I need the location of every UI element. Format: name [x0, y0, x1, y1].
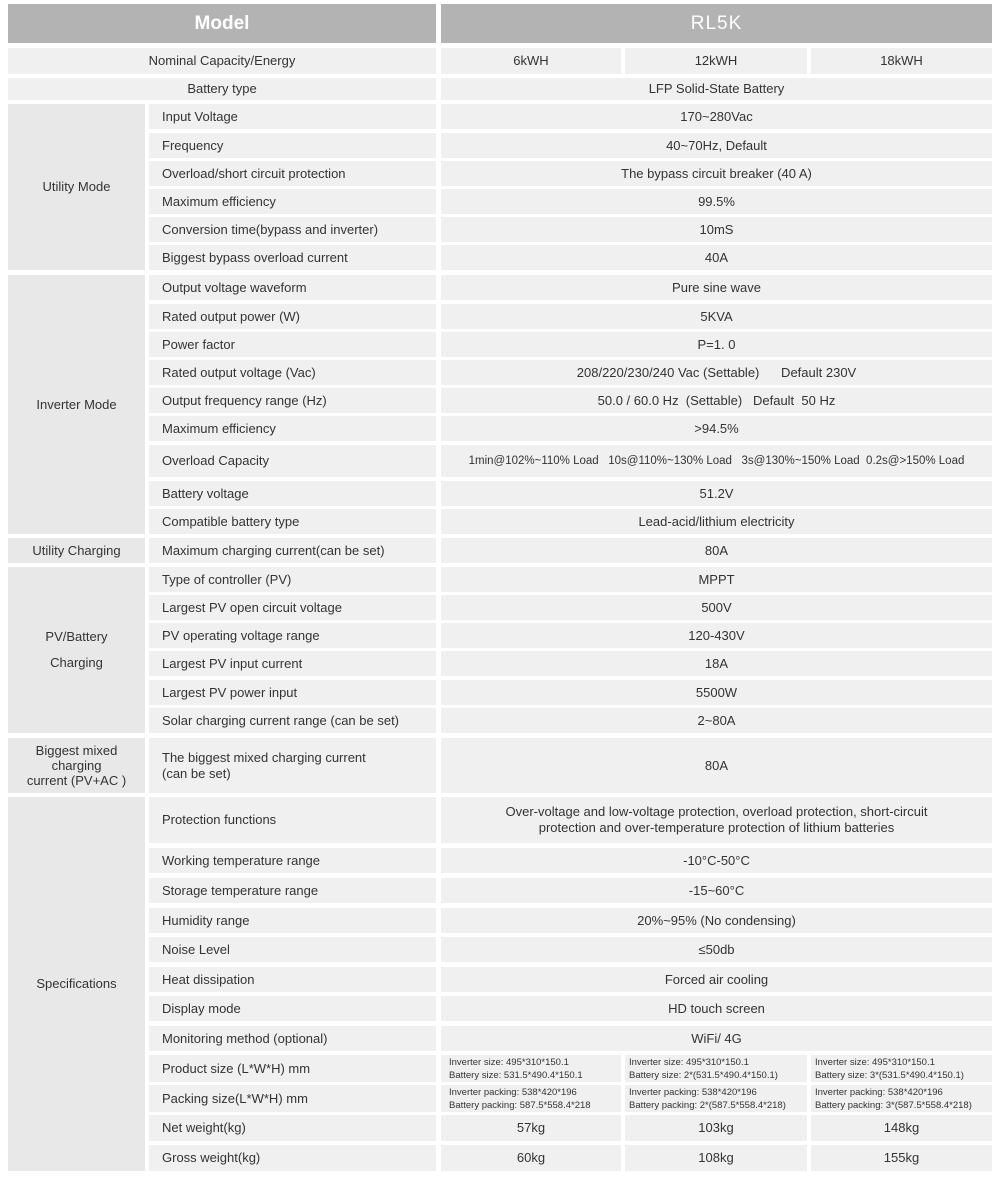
packing-size-12kwh	[625, 1085, 807, 1112]
size-line: Inverter packing: 538*420*196	[629, 1086, 757, 1098]
row-label: Compatible battery type	[149, 509, 436, 534]
row-label: Maximum efficiency	[149, 189, 436, 214]
size-line: Inverter size: 495*310*150.1	[449, 1056, 569, 1068]
row-label: Monitoring method (optional)	[149, 1026, 436, 1051]
net-weight-12kwh: 103kg	[625, 1115, 807, 1141]
row-value: 208/220/230/240 Vac (Settable) Default 230V	[441, 360, 992, 385]
row-value: 10mS	[441, 217, 992, 242]
row-label: Storage temperature range	[149, 878, 436, 903]
size-line: Battery size: 3*(531.5*490.4*150.1)	[815, 1069, 964, 1081]
row-label: Type of controller (PV)	[149, 567, 436, 592]
row-value: HD touch screen	[441, 996, 992, 1021]
row-label: PV operating voltage range	[149, 623, 436, 648]
size-line: Battery packing: 587.5*558.4*218	[449, 1099, 591, 1111]
protection-functions-value	[441, 797, 992, 843]
row-label: Noise Level	[149, 937, 436, 962]
row-value: The bypass circuit breaker (40 A)	[441, 161, 992, 186]
product-size-12kwh	[625, 1055, 807, 1082]
battery-type-label: Battery type	[8, 78, 436, 100]
model-header-label: Model	[8, 4, 436, 43]
row-label: Working temperature range	[149, 848, 436, 873]
row-label: Humidity range	[149, 908, 436, 933]
capacity-6kwh: 6kWH	[441, 48, 621, 74]
net-weight-6kwh: 57kg	[441, 1115, 621, 1141]
mixed-charging-label	[149, 738, 436, 793]
row-label: Output voltage waveform	[149, 275, 436, 300]
row-label: Maximum charging current(can be set)	[149, 538, 436, 563]
protection-functions-label: Protection functions	[149, 797, 436, 843]
group-line: current (PV+AC )	[26, 773, 127, 788]
product-size-18kwh	[811, 1055, 992, 1082]
group-utility-charging: Utility Charging	[8, 538, 145, 563]
net-weight-18kwh: 148kg	[811, 1115, 992, 1141]
group-line: PV/Battery	[45, 629, 108, 644]
group-line: Biggest mixed	[35, 743, 118, 758]
row-value: 120-430V	[441, 623, 992, 648]
row-value: 20%~95% (No condensing)	[441, 908, 992, 933]
row-label: Frequency	[149, 133, 436, 158]
row-label: Heat dissipation	[149, 967, 436, 992]
row-label: Largest PV open circuit voltage	[149, 595, 436, 620]
product-size-label: Product size (L*W*H) mm	[149, 1055, 436, 1082]
gross-weight-18kwh: 155kg	[811, 1145, 992, 1171]
row-value: Pure sine wave	[441, 275, 992, 300]
row-value: -15~60°C	[441, 878, 992, 903]
row-label: Input Voltage	[149, 104, 436, 129]
row-value: 5KVA	[441, 304, 992, 329]
row-value: 51.2V	[441, 481, 992, 506]
row-label: Biggest bypass overload current	[149, 245, 436, 270]
size-line: Inverter packing: 538*420*196	[815, 1086, 943, 1098]
row-value: Lead-acid/lithium electricity	[441, 509, 992, 534]
mixed-charging-value: 80A	[441, 738, 992, 793]
row-label: Maximum efficiency	[149, 416, 436, 441]
size-line: Inverter packing: 538*420*196	[449, 1086, 577, 1098]
size-line: Battery size: 531.5*490.4*150.1	[449, 1069, 583, 1081]
packing-size-label: Packing size(L*W*H) mm	[149, 1085, 436, 1112]
net-weight-label: Net weight(kg)	[149, 1115, 436, 1141]
row-value: -10°C-50°C	[441, 848, 992, 873]
row-value: 40A	[441, 245, 992, 270]
row-value: 80A	[441, 538, 992, 563]
label-line: The biggest mixed charging current	[162, 749, 366, 765]
row-label: Rated output power (W)	[149, 304, 436, 329]
row-value: Forced air cooling	[441, 967, 992, 992]
group-utility-mode: Utility Mode	[8, 104, 145, 270]
capacity-12kwh: 12kWH	[625, 48, 807, 74]
row-label: Display mode	[149, 996, 436, 1021]
capacity-label: Nominal Capacity/Energy	[8, 48, 436, 74]
model-header-value: RL5K	[441, 4, 992, 43]
row-label: Conversion time(bypass and inverter)	[149, 217, 436, 242]
row-value: 500V	[441, 595, 992, 620]
row-value: P=1. 0	[441, 332, 992, 357]
row-value: ≤50db	[441, 937, 992, 962]
size-line: Battery packing: 2*(587.5*558.4*218)	[629, 1099, 786, 1111]
row-label: Power factor	[149, 332, 436, 357]
label-line: (can be set)	[162, 765, 231, 781]
group-inverter-mode: Inverter Mode	[8, 275, 145, 534]
row-value: 170~280Vac	[441, 104, 992, 129]
row-label: Solar charging current range (can be set)	[149, 708, 436, 733]
row-value: 5500W	[441, 680, 992, 705]
size-line: Inverter size: 495*310*150.1	[629, 1056, 749, 1068]
gross-weight-12kwh: 108kg	[625, 1145, 807, 1171]
group-line: charging	[51, 758, 102, 773]
group-pv-battery-charging	[8, 567, 145, 733]
row-label: Largest PV input current	[149, 651, 436, 676]
size-line: Battery size: 2*(531.5*490.4*150.1)	[629, 1069, 778, 1081]
row-value: WiFi/ 4G	[441, 1026, 992, 1051]
row-value: 99.5%	[441, 189, 992, 214]
group-line: Charging	[50, 655, 103, 670]
row-label: Rated output voltage (Vac)	[149, 360, 436, 385]
gross-weight-label: Gross weight(kg)	[149, 1145, 436, 1171]
battery-type-value: LFP Solid-State Battery	[441, 78, 992, 100]
row-label: Overload Capacity	[149, 445, 436, 477]
row-label: Output frequency range (Hz)	[149, 388, 436, 413]
group-specifications: Specifications	[8, 797, 145, 1171]
capacity-18kwh: 18kWH	[811, 48, 992, 74]
packing-size-6kwh	[441, 1085, 621, 1112]
row-value: 1min@102%~110% Load 10s@110%~130% Load 3s@130%~150% Load 0.2s@>150% Load	[441, 445, 992, 477]
value-line: Over-voltage and low-voltage protection, overload protection, short-circuit	[505, 804, 928, 819]
packing-size-18kwh	[811, 1085, 992, 1112]
row-value: MPPT	[441, 567, 992, 592]
row-value: 18A	[441, 651, 992, 676]
row-value: 2~80A	[441, 708, 992, 733]
row-label: Overload/short circuit protection	[149, 161, 436, 186]
size-line: Battery packing: 3*(587.5*558.4*218)	[815, 1099, 972, 1111]
group-mixed-charging	[8, 738, 145, 793]
value-line: protection and over-temperature protection of lithium batteries	[538, 820, 895, 835]
row-value: 40~70Hz, Default	[441, 133, 992, 158]
row-value: >94.5%	[441, 416, 992, 441]
row-label: Battery voltage	[149, 481, 436, 506]
product-size-6kwh	[441, 1055, 621, 1082]
row-label: Largest PV power input	[149, 680, 436, 705]
size-line: Inverter size: 495*310*150.1	[815, 1056, 935, 1068]
gross-weight-6kwh: 60kg	[441, 1145, 621, 1171]
row-value: 50.0 / 60.0 Hz (Settable) Default 50 Hz	[441, 388, 992, 413]
